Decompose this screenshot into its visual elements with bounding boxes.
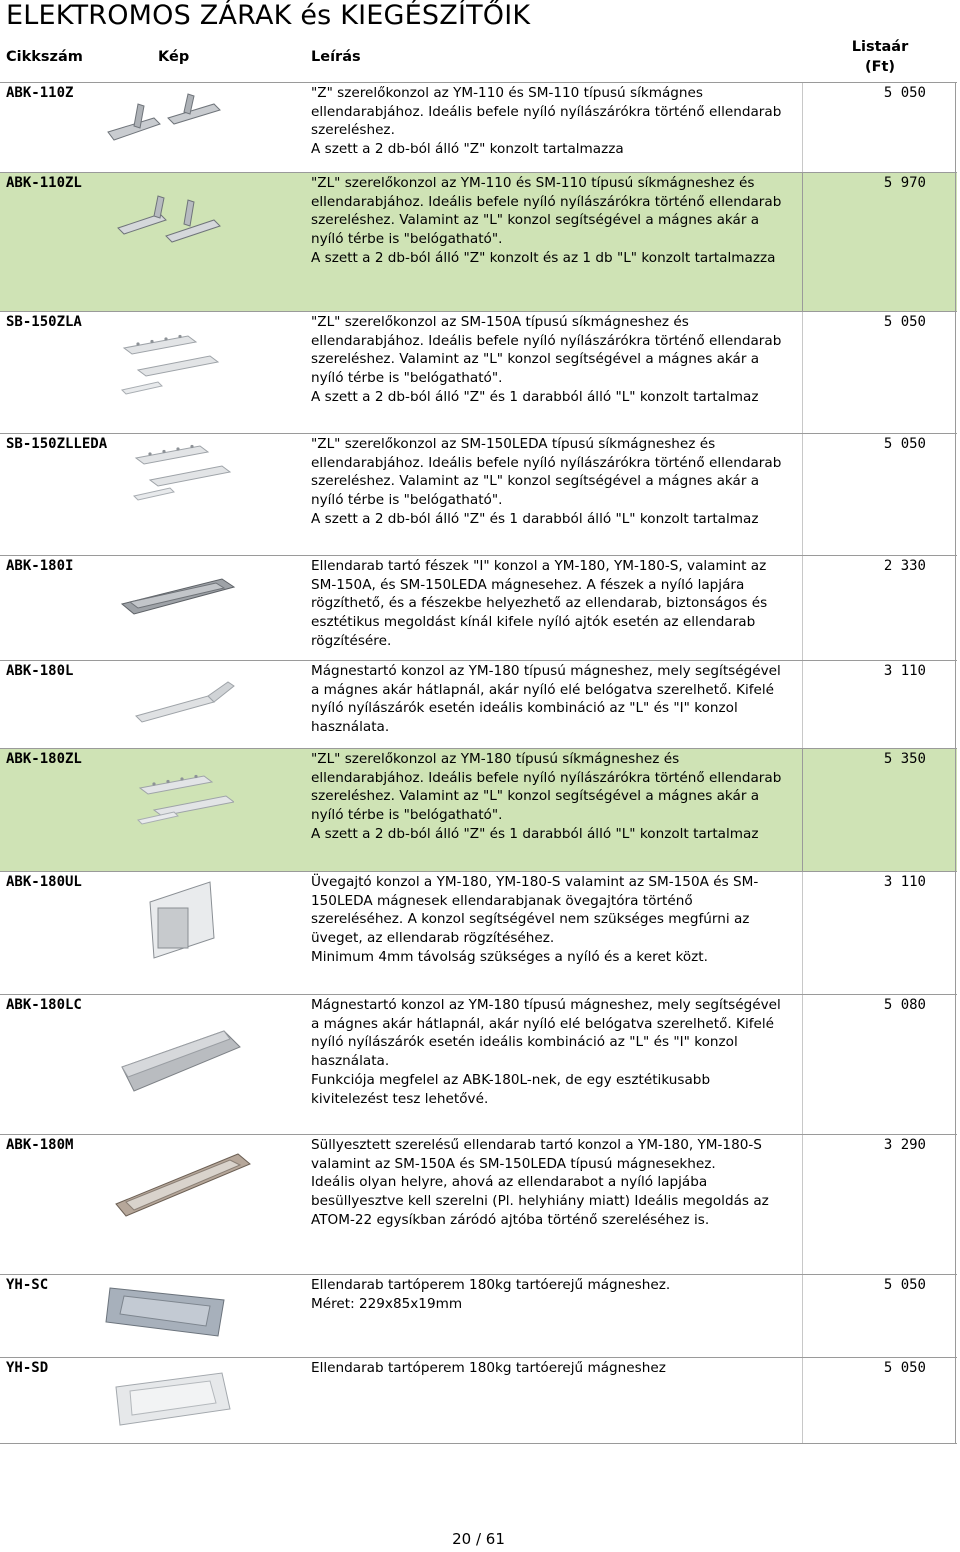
row-divider [0, 1134, 957, 1135]
column-divider [802, 1357, 803, 1443]
product-code: ABK-180M [6, 1137, 74, 1153]
zl-bracket-image [114, 186, 224, 246]
product-code: YH-SC [6, 1277, 49, 1293]
header-price [820, 37, 940, 77]
cover-bracket-image [116, 1025, 244, 1097]
product-description: Süllyesztett szerelésű ellendarab tartó konzol a YM-180, YM-180-S valamint az SM-150A és SM-150LEDA típusú mágnesekhez. Ideális olyan helyre, ahová az ellendarabot a nyíló lapjába besüllyesztve kell szerelni (Pl. helyhiány miatt) Ideális megoldás az ATOM-22 egysíkban záródó ajtóba történő szereléséhez is. [311, 1137, 769, 1228]
row-divider [0, 311, 957, 312]
header-image: Kép [158, 49, 190, 65]
glass-bracket-image [140, 878, 218, 968]
row-divider [0, 555, 957, 556]
product-price: 5 350 [883, 751, 926, 767]
zl-bracket-image [130, 440, 234, 506]
z-bracket-image [104, 92, 224, 152]
product-description: Ellendarab tartó fészek "I" konzol a YM-180, YM-180-S, valamint az SM-150A, és SM-150LEDA mágnesehez. A fészek a nyíló lapjára rögzíthető, és a fészekbe helyezhető az ellendarab, biztonságos és esztétikus megoldást kínál kifele nyíló ajtók esetén az ellendarab rögzítésére. [311, 558, 768, 649]
row-divider [0, 172, 957, 173]
product-price: 3 290 [883, 1137, 926, 1153]
product-price: 5 050 [883, 1277, 926, 1293]
product-code: ABK-180ZL [6, 751, 82, 767]
product-code: YH-SD [6, 1360, 49, 1376]
column-divider [802, 1274, 803, 1357]
page-title: ELEKTROMOS ZÁRAK és KIEGÉSZÍTŐIK [6, 0, 531, 31]
row-divider [0, 994, 957, 995]
zl-bracket-image [118, 330, 230, 400]
flange-plate-image [104, 1278, 234, 1342]
row-divider [0, 660, 957, 661]
product-description: "ZL" szerelőkonzol az YM-110 és SM-110 típusú síkmágneshez és ellendarabjához. Ideális befele nyíló nyílászárókra történő ellendarab szereléshez. Valamint az "L" konzol segítségével a mágnes akár a nyíló térbe is "belógatható". A szett a 2 db-ból álló "Z" konzolt és az 1 db "L" konzolt tartalmazza [311, 175, 782, 266]
column-divider [802, 555, 803, 660]
product-code: ABK-110Z [6, 85, 74, 101]
product-description: "ZL" szerelőkonzol az SM-150LEDA típusú síkmágneshez és ellendarabjához. Ideális befele nyíló nyílászárókra történő ellendarab szereléshez. Valamint az "L" konzol segítségével a mágnes akár a nyíló térbe is "belógatható". A szett a 2 db-ból álló "Z" és 1 darabból álló "L" konzolt tartalmaz [311, 436, 782, 527]
column-divider [802, 1134, 803, 1274]
column-divider [802, 871, 803, 994]
row-divider [0, 433, 957, 434]
product-description: Ellendarab tartóperem 180kg tartóerejű mágneshez [311, 1360, 666, 1376]
column-divider [802, 311, 803, 433]
column-divider [802, 172, 803, 311]
flange-plate-image [110, 1367, 234, 1429]
product-code: ABK-110ZL [6, 175, 82, 191]
product-code: ABK-180L [6, 663, 74, 679]
product-price: 5 970 [883, 175, 926, 191]
page-number: 20 / 61 [452, 1530, 505, 1548]
product-description: "ZL" szerelőkonzol az YM-180 típusú síkmágneshez és ellendarabjához. Ideális befele nyíló nyílászárókra történő ellendarab szereléshez. Valamint az "L" konzol segítségével a mágnes akár a nyíló térbe is "belógatható". A szett a 2 db-ból álló "Z" és 1 darabból álló "L" konzolt tartalmaz [311, 751, 782, 842]
row-divider [0, 748, 957, 749]
product-description: "ZL" szerelőkonzol az SM-150A típusú síkmágneshez és ellendarabjához. Ideális befele nyíló nyílászárókra történő ellendarab szereléshez. Valamint az "L" konzol segítségével a mágnes akár a nyíló térbe is "belógatható". A szett a 2 db-ból álló "Z" és 1 darabból álló "L" konzolt tartalmaz [311, 314, 782, 405]
product-code: ABK-180UL [6, 874, 82, 890]
row-divider [0, 82, 957, 83]
product-code: SB-150ZLLEDA [6, 436, 108, 452]
header-price-unit: (Ft) [864, 59, 896, 75]
product-price: 3 110 [883, 874, 926, 890]
column-divider [802, 748, 803, 871]
column-divider [802, 433, 803, 555]
product-code: ABK-180LC [6, 997, 82, 1013]
row-divider [0, 871, 957, 872]
table-bottom-border [0, 1443, 957, 1444]
product-description: Ellendarab tartóperem 180kg tartóerejű mágneshez. Méret: 229x85x19mm [311, 1277, 671, 1312]
product-price: 2 330 [883, 558, 926, 574]
l-bracket-image [128, 678, 238, 730]
column-divider [802, 660, 803, 748]
product-description: Mágnestartó konzol az YM-180 típusú mágneshez, mely segítségével a mágnes akár hátlapnál, akár nyíló elé belógatva szerelhető. Kifelé nyíló nyílászárók esetén ideális kombináció az "L" és "I" konzol használata. [311, 663, 781, 736]
column-divider [802, 82, 803, 172]
product-price: 5 050 [883, 1360, 926, 1376]
zl-bracket-image [134, 770, 234, 830]
i-bracket-image [118, 573, 236, 618]
product-description: Mágnestartó konzol az YM-180 típusú mágneshez, mely segítségével a mágnes akár hátlapnál, akár nyíló elé belógatva szerelhető. Kifelé nyíló nyílászárók esetén ideális kombináció az "L" és "I" konzol használata. Funkciója megfelel az ABK-180L-nek, de egy esztétikusabb kivitelezést tesz lehetővé. [311, 997, 781, 1107]
recessed-bracket-image [112, 1150, 252, 1222]
table-right-border [955, 82, 956, 1443]
product-code: SB-150ZLA [6, 314, 82, 330]
product-price: 5 080 [883, 997, 926, 1013]
header-description: Leírás [311, 49, 361, 65]
column-divider [802, 994, 803, 1134]
row-divider [0, 1274, 957, 1275]
product-description: Üvegajtó konzol a YM-180, YM-180-S valamint az SM-150A és SM- 150LEDA mágnesek ellendarabjanak övegajtóra történő szereléséhez. A konzol segítségével nem szükséges megfúrni az üveget, az ellendarab rögzítéséhez. Minimum 4mm távolság szükséges a nyíló és a keret közt. [311, 874, 759, 965]
product-code: ABK-180I [6, 558, 74, 574]
product-price: 3 110 [883, 663, 926, 679]
product-price: 5 050 [883, 436, 926, 452]
row-divider [0, 1357, 957, 1358]
header-price-label: Listaár [851, 39, 909, 55]
header-code: Cikkszám [6, 49, 83, 65]
product-price: 5 050 [883, 85, 926, 101]
product-price: 5 050 [883, 314, 926, 330]
product-description: "Z" szerelőkonzol az YM-110 és SM-110 típusú síkmágnes ellendarabjához. Ideális befele nyíló nyílászárókra történő ellendarab szereléshez. A szett a 2 db-ból álló "Z" konzolt tartalmazza [311, 85, 782, 158]
